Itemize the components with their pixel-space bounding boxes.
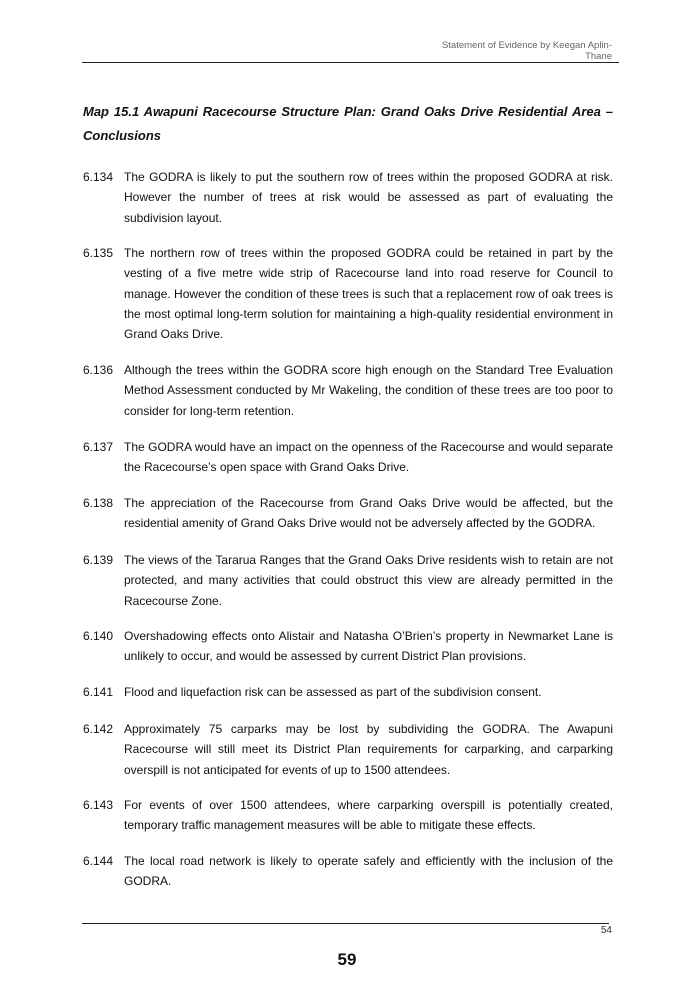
paragraph-6-141 [83, 682, 613, 702]
paragraph-text: Overshadowing effects onto Alistair and Natasha O’Brien’s property in Newmarket Lane is unlikely to occur, and would be assessed by current District Plan provisions. [124, 629, 613, 664]
paragraph-text: The appreciation of the Racecourse from Grand Oaks Drive would be affected, but the residential amenity of Grand Oaks Drive would not be adversely affected by the GODRA. [124, 496, 613, 531]
header-rule [82, 62, 619, 63]
paragraph-6-134 [83, 167, 613, 228]
paragraph-number: 6.140 [83, 629, 114, 643]
page-number: 54 [600, 925, 612, 936]
paragraph-number: 6.144 [83, 854, 114, 868]
paragraph-text: The local road network is likely to operate safely and efficiently with the inclusion of the GODRA. [124, 854, 613, 889]
paragraph-number: 6.139 [83, 553, 114, 567]
paragraph-number: 6.134 [83, 170, 114, 184]
paragraph-number: 6.143 [83, 798, 114, 812]
paragraph-text: For events of over 1500 attendees, where carparking overspill is potentially created, temporary traffic management measures will be able to mitigate these effects. [124, 798, 613, 833]
footer-rule [82, 923, 609, 924]
paragraph-text: The GODRA would have an impact on the openness of the Racecourse and would separate the Racecourse’s open space with Grand Oaks Drive. [124, 440, 613, 475]
paragraph-text: The views of the Tararua Ranges that the Grand Oaks Drive residents wish to retain are not protected, and many activities that could obstruct this view are already permitted in the Racecourse Zone. [124, 553, 613, 608]
paragraph-6-138 [83, 493, 613, 534]
paragraph-6-139 [83, 550, 613, 611]
paragraph-6-143 [83, 795, 613, 836]
paragraph-number: 6.141 [83, 685, 114, 699]
paragraph-number: 6.136 [83, 363, 114, 377]
bundle-page-number: 59 [337, 950, 357, 969]
paragraph-text: The GODRA is likely to put the southern row of trees within the proposed GODRA at risk. However the number of trees at risk would be assessed as part of evaluating the subdivision layout. [124, 170, 613, 225]
paragraph-text: Flood and liquefaction risk can be assessed as part of the subdivision consent. [124, 685, 542, 699]
paragraph-6-136 [83, 360, 613, 421]
paragraph-number: 6.135 [83, 246, 114, 260]
paragraph-6-144 [83, 851, 613, 892]
section-title: Map 15.1 Awapuni Racecourse Structure Plan: Grand Oaks Drive Residential Area – Conclusions [83, 104, 613, 143]
paragraph-6-140 [83, 626, 613, 667]
paragraph-6-142 [83, 719, 613, 780]
paragraph-6-135 [83, 243, 613, 344]
paragraph-number: 6.142 [83, 722, 114, 736]
paragraph-number: 6.138 [83, 496, 114, 510]
paragraph-text: Although the trees within the GODRA score high enough on the Standard Tree Evaluation Method Assessment conducted by Mr Wakeling, the condition of these trees are too poor to consider for long-term retention. [124, 363, 613, 418]
paragraph-text: Approximately 75 carparks may be lost by subdividing the GODRA. The Awapuni Racecourse will still meet its District Plan requirements for carparking, and carparking overspill is not anticipated for events of up to 1500 attendees. [124, 722, 613, 777]
document-header: Statement of Evidence by Keegan Aplin-Thane [441, 40, 612, 62]
paragraph-number: 6.137 [83, 440, 114, 454]
paragraph-6-137 [83, 437, 613, 478]
paragraph-text: The northern row of trees within the proposed GODRA could be retained in part by the vesting of a five metre wide strip of Racecourse land into road reserve for Council to manage. However the condition of these trees is such that a replacement row of oak trees is the most optimal long-term solution for maintaining a high-quality residential environment in Grand Oaks Drive. [124, 246, 613, 342]
